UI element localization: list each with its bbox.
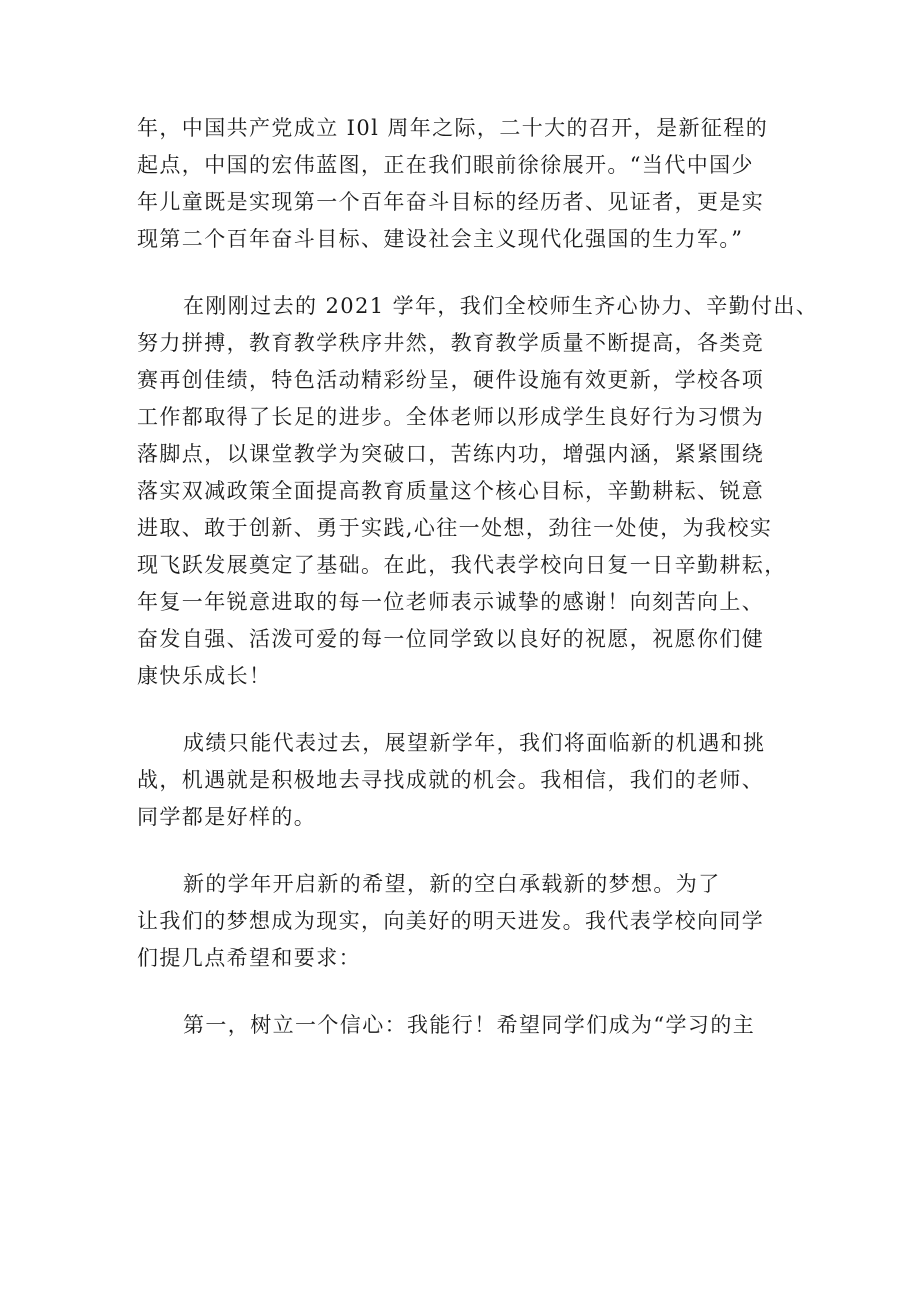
paragraph-3: [137, 725, 797, 836]
text-line: 进取、敢于创新、勇于实践,心往一处想，劲往一处使，为我校实: [137, 516, 773, 540]
text-line: 第一，树立一个信心：我能行！希望同学们成为“学习的主: [183, 1013, 756, 1037]
paragraph-gap: [137, 258, 797, 288]
text-line: 年，中国共产党成立 I0l 周年之际，二十大的召开，是新征程的: [137, 116, 769, 140]
text-line: 年复一年锐意进取的每一位老师表示诚挚的感谢！向刻苦向上、: [137, 590, 765, 614]
paragraph-gap: [137, 695, 797, 725]
text-line: 努力拼搏，教育教学秩序井然，教育教学质量不断提高，各类竞: [137, 331, 765, 355]
text-line: 落实双减政策全面提高教育质量这个核心目标，辛勤耕耘、锐意: [137, 479, 765, 503]
document-body: [137, 110, 819, 1044]
paragraph-4: [137, 866, 797, 977]
text-line: 们提几点希望和要求：: [137, 946, 361, 970]
text-line: 起点，中国的宏伟蓝图，正在我们眼前徐徐展开。“当代中国少: [137, 153, 754, 177]
text-line: 成绩只能代表过去，展望新学年，我们将面临新的机遇和挑: [183, 731, 766, 755]
paragraph-gap: [137, 836, 797, 866]
text-line: 年儿童既是实现第一个百年奋斗目标的经历者、见证者，更是实: [137, 190, 765, 214]
paragraph-2: [137, 288, 819, 695]
text-line: 让我们的梦想成为现实，向美好的明天进发。我代表学校向同学: [137, 909, 765, 933]
text-line: 工作都取得了长足的进步。全体老师以形成学生良好行为习惯为: [137, 405, 765, 429]
text-line: 战，机遇就是积极地去寻找成就的机会。我相信，我们的老师、: [137, 768, 765, 792]
text-line: 赛再创佳绩，特色活动精彩纷呈，硬件设施有效更新，学校各项: [137, 368, 765, 392]
paragraph-gap: [137, 977, 797, 1007]
paragraph-5: [137, 1007, 797, 1044]
text-line: 奋发自强、活泼可爱的每一位同学致以良好的祝愿，祝愿你们健: [137, 627, 765, 651]
text-line: 在刚刚过去的 2021 学年，我们全校师生齐心协力、辛勤付出、: [183, 294, 819, 318]
text-line: 现飞跃发展奠定了基础。在此，我代表学校向日复一日辛勤耕耘，: [137, 553, 787, 577]
paragraph-1: [137, 110, 797, 258]
text-line: 康快乐成长！: [137, 664, 272, 688]
text-line: 新的学年开启新的希望，新的空白承载新的梦想。为了: [183, 872, 721, 896]
text-line: 现第二个百年奋斗目标、建设社会主义现代化强国的生力军。”: [137, 227, 744, 251]
text-line: 同学都是好样的。: [137, 805, 317, 829]
text-line: 落脚点，以课堂教学为突破口，苦练内功，增强内涵，紧紧围绕: [137, 442, 765, 466]
